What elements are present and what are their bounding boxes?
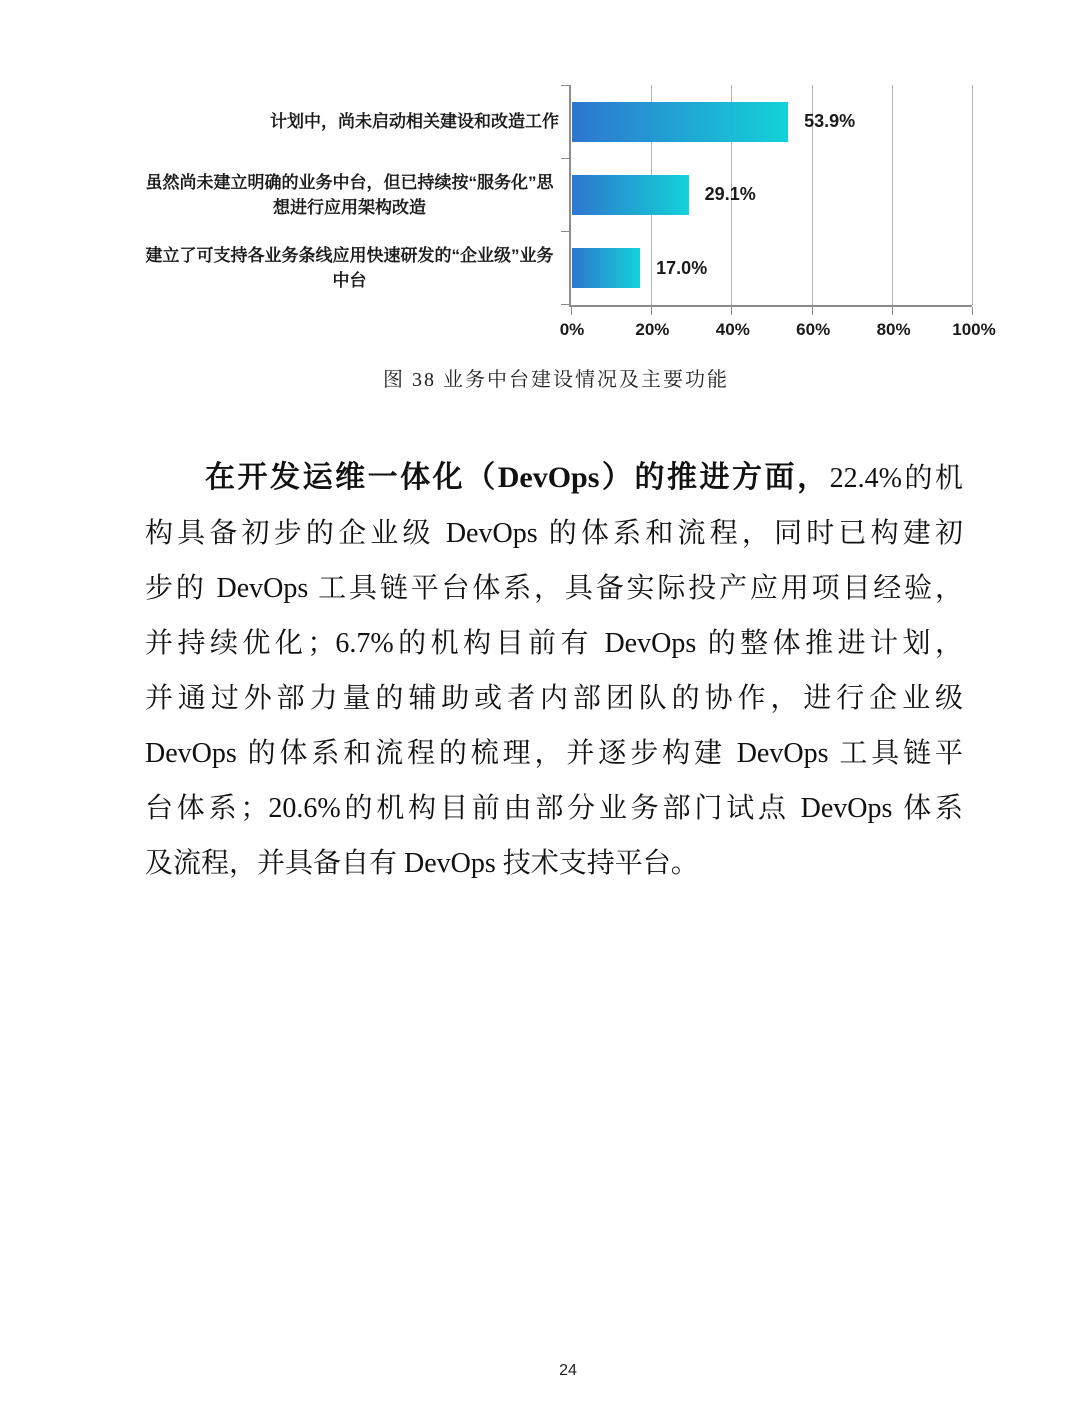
- chart-plot-area: [569, 85, 972, 307]
- figure-caption: 图 38 业务中台建设情况及主要功能: [383, 369, 729, 391]
- bar-chart: [140, 85, 996, 392]
- x-tick-label: 60%: [796, 320, 831, 339]
- paragraph-line: 构具备初步的企业级 DevOps 的体系和流程，同时已构建初: [145, 518, 963, 549]
- paragraph-line: 台体系；20.6%的机构目前由部分业务部门试点 DevOps 体系: [145, 793, 963, 824]
- gridline: [972, 85, 973, 305]
- chart-body: [140, 85, 972, 307]
- x-tick-label: 100%: [952, 320, 996, 339]
- bar-row: [571, 158, 972, 231]
- paragraph-lead-bold: 在开发运维一体化（DevOps）的推进方面，: [205, 461, 830, 494]
- bar-value-label: 17.0%: [656, 257, 708, 278]
- bar-value-label: 53.9%: [804, 111, 856, 132]
- page-number: 24: [559, 1362, 577, 1379]
- bar-value-label: 29.1%: [704, 184, 756, 205]
- body-paragraph: [145, 450, 963, 891]
- x-axis-tick-labels: [559, 307, 996, 345]
- bar: [572, 175, 689, 215]
- x-tick-label: 0%: [559, 320, 585, 339]
- paragraph-line: 并持续优化；6.7%的机构目前有 DevOps 的整体推进计划，: [145, 628, 963, 659]
- x-tick-label: 80%: [876, 320, 911, 339]
- paragraph-line: 步的 DevOps 工具链平台体系，具备实际投产应用项目经验，: [145, 573, 963, 604]
- chart-bars: [571, 85, 972, 305]
- bar: [572, 248, 640, 288]
- bar-row: [571, 232, 972, 305]
- chart-category-label: [140, 85, 559, 158]
- y-axis-tick: [561, 158, 569, 159]
- paragraph-lead-tail: 22.4%的机: [829, 463, 963, 494]
- y-axis-tick: [561, 231, 569, 232]
- chart-category-labels: [140, 85, 569, 305]
- y-axis-tick: [561, 304, 569, 305]
- x-tick-label: 40%: [715, 320, 750, 339]
- y-axis-tick: [561, 85, 569, 86]
- chart-category-label-text: 计划中，尚未启动相关建设和改造工作: [269, 112, 559, 132]
- chart-category-label: [140, 232, 559, 305]
- bar: [572, 102, 788, 142]
- chart-category-label-text: 建立了可支持各业务条线应用快速研发的“企业级”业务中台: [145, 246, 554, 291]
- chart-category-label: [140, 158, 559, 231]
- paragraph-line: [145, 450, 963, 506]
- paragraph-line: DevOps 的体系和流程的梳理，并逐步构建 DevOps 工具链平: [145, 738, 963, 769]
- x-tick-label: 20%: [635, 320, 670, 339]
- paragraph-line: 及流程，并具备自有 DevOps 技术支持平台。: [145, 848, 699, 879]
- bar-row: [571, 85, 972, 158]
- chart-category-label-text: 虽然尚未建立明确的业务中台，但已持续按“服务化”思想进行应用架构改造: [145, 172, 554, 217]
- paragraph-line: 并通过外部力量的辅助或者内部团队的协作，进行企业级: [145, 683, 963, 714]
